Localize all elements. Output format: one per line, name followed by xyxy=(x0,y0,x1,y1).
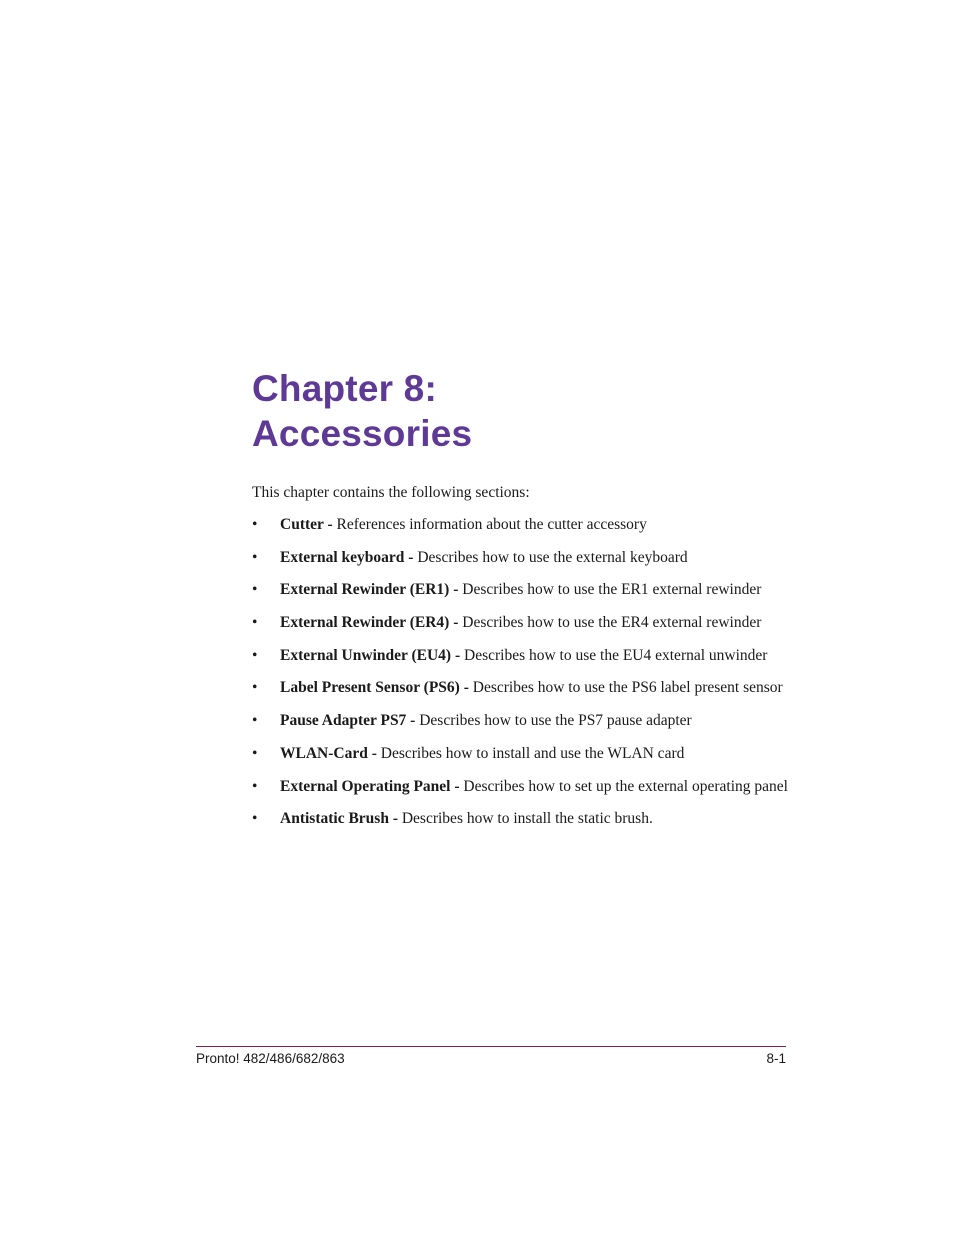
footer-product: Pronto! 482/486/682/863 xyxy=(196,1051,345,1066)
page-number: 8-1 xyxy=(766,1051,786,1066)
section-name: Pause Adapter PS7 - xyxy=(280,712,416,730)
bullet-icon: • xyxy=(252,744,258,762)
section-description: Describes how to use the external keyboard xyxy=(417,548,688,566)
list-item xyxy=(252,745,792,764)
page-footer xyxy=(196,1050,786,1067)
list-item xyxy=(252,679,792,698)
section-name: External Operating Panel - xyxy=(280,777,460,795)
section-description: Describes how to use the PS7 pause adapter xyxy=(419,712,692,730)
intro-text: This chapter contains the following sections: xyxy=(252,484,530,501)
list-item xyxy=(252,810,792,829)
section-name: Cutter - xyxy=(280,516,333,533)
section-name: Antistatic Brush - xyxy=(280,810,398,828)
bullet-icon: • xyxy=(252,646,258,664)
chapter-title xyxy=(252,366,472,456)
chapter-number: Chapter 8: xyxy=(252,368,437,409)
list-item xyxy=(252,712,792,731)
section-description: Describes how to install the static brush. xyxy=(401,810,653,828)
section-name: External Rewinder (ER4) - xyxy=(280,614,459,632)
section-description: Describes how to use the ER1 external rewinder xyxy=(462,581,762,599)
bullet-icon: • xyxy=(252,516,258,533)
bullet-icon: • xyxy=(252,810,258,828)
bullet-icon: • xyxy=(252,614,258,632)
chapter-name: Accessories xyxy=(252,413,473,454)
bullet-icon: • xyxy=(252,712,258,730)
section-name: External keyboard - xyxy=(280,548,414,566)
section-description: Describes how to install and use the WLAN card xyxy=(380,744,685,762)
list-item xyxy=(252,778,792,797)
section-description: Describes how to use the EU4 external unwinder xyxy=(464,646,768,664)
bullet-icon: • xyxy=(252,777,258,795)
section-name: External Rewinder (ER1) - xyxy=(280,581,459,599)
section-name: Label Present Sensor (PS6) - xyxy=(280,679,469,697)
list-item xyxy=(252,516,792,535)
list-item xyxy=(252,647,792,666)
section-description: Describes how to set up the external operating panel xyxy=(463,777,788,795)
bullet-icon: • xyxy=(252,679,258,697)
section-name: External Unwinder (EU4) - xyxy=(280,646,461,664)
list-item xyxy=(252,581,792,600)
bullet-icon: • xyxy=(252,548,258,566)
section-description: References information about the cutter accessory xyxy=(336,516,647,533)
section-description: Describes how to use the PS6 label present sensor xyxy=(472,679,783,697)
section-description: Describes how to use the ER4 external rewinder xyxy=(462,614,762,632)
footer-divider xyxy=(196,1046,786,1047)
bullet-icon: • xyxy=(252,581,258,599)
section-list xyxy=(252,516,792,843)
section-name: WLAN-Card - xyxy=(280,744,377,762)
list-item xyxy=(252,614,792,633)
list-item xyxy=(252,549,792,568)
